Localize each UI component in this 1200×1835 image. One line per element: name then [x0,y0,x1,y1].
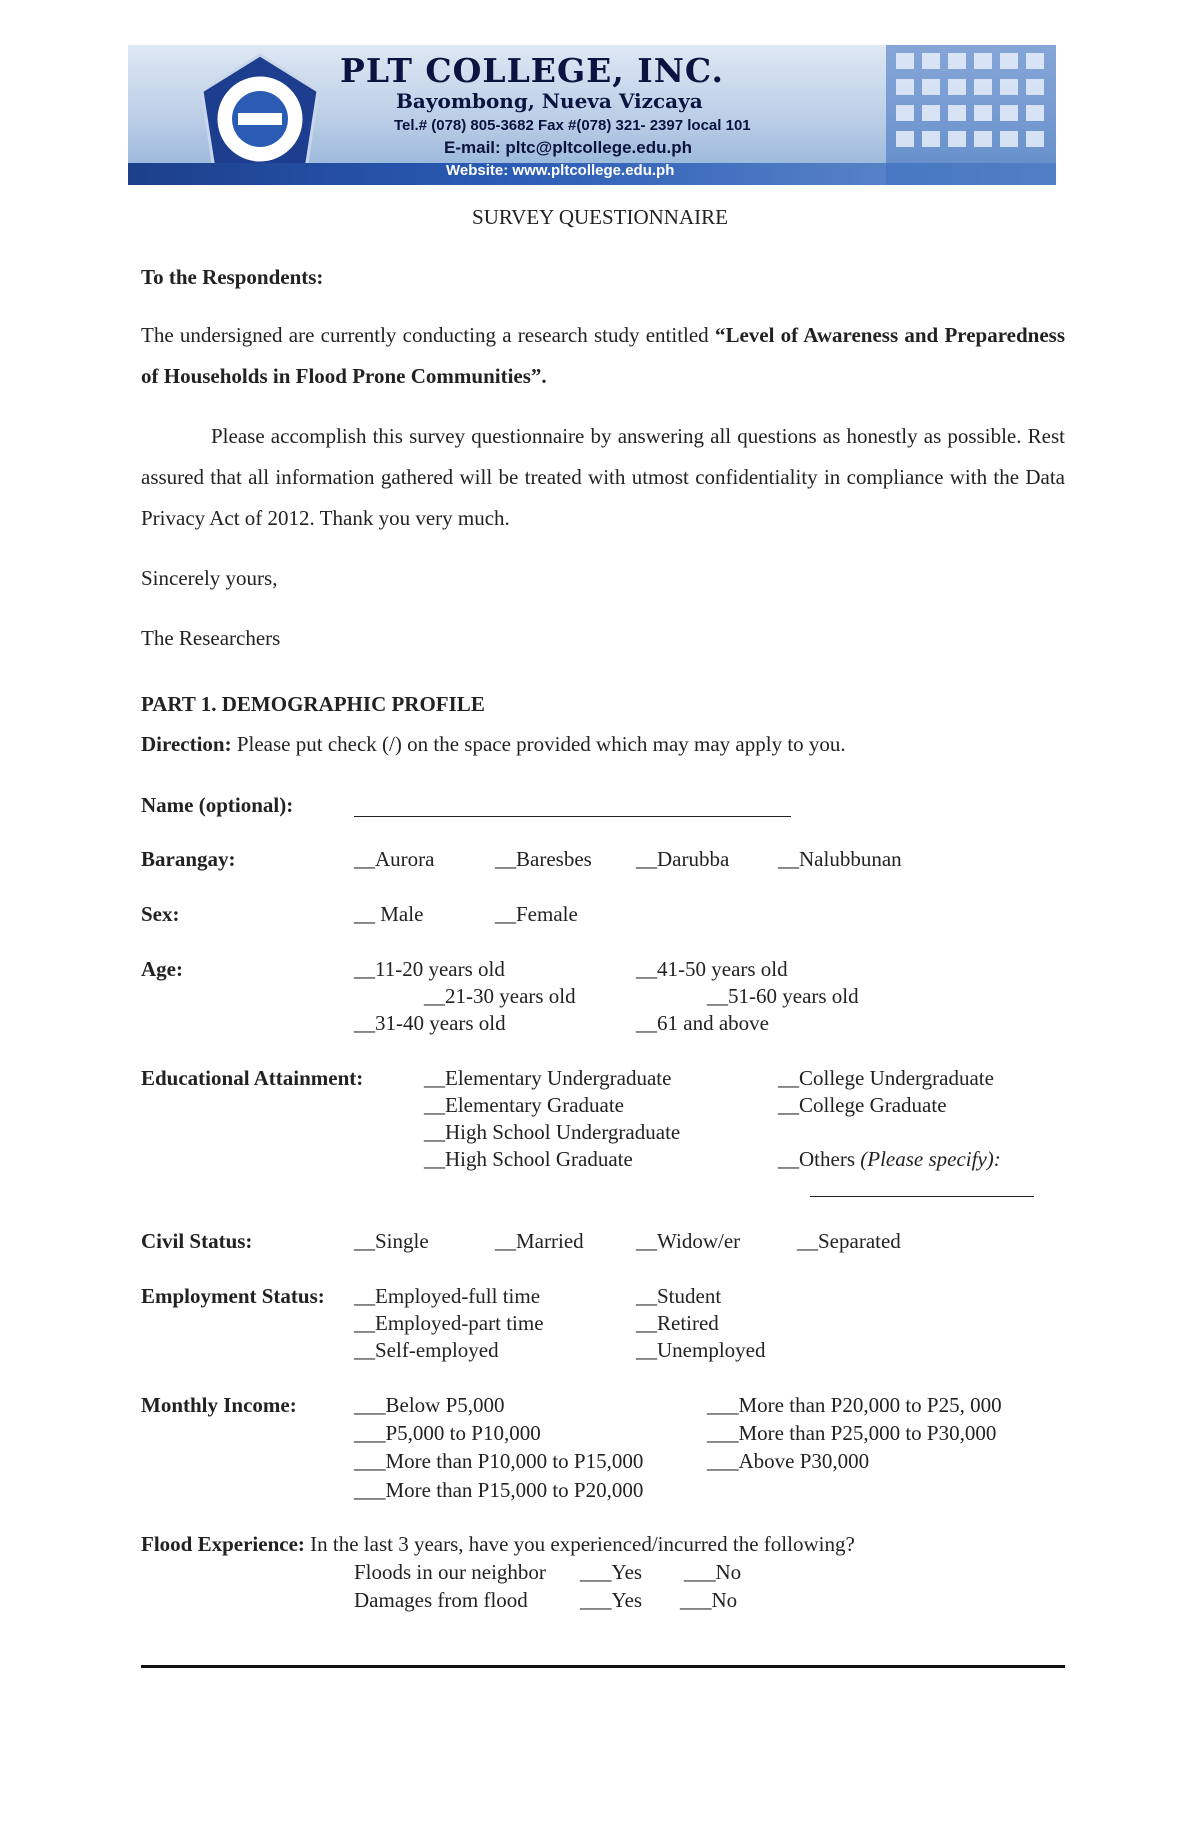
civil-option-widower[interactable]: __Widow/er [636,1229,741,1253]
intro-paragraph [141,315,1065,397]
survey-title: SURVEY QUESTIONNAIRE [472,205,728,229]
age-option-21-30[interactable]: __21-30 years old [424,984,576,1008]
intro-lead: The undersigned are currently conducting a research study entitled [141,323,715,347]
college-location: Bayombong, Nueva Vizcaya [396,89,703,113]
college-banner [128,45,1056,185]
college-name: PLT COLLEGE, INC. [340,51,725,90]
direction [141,732,846,757]
others-specify-field[interactable] [810,1196,1034,1197]
education-option-elem-undergrad[interactable]: __Elementary Undergraduate [424,1066,672,1090]
bottom-divider [141,1665,1065,1668]
income-option-above-30000[interactable]: ___Above P30,000 [707,1449,870,1473]
instructions-paragraph: Please accomplish this survey questionnaire by answering all questions as honestly as possible. Rest assured that all information gathered will be treated with utmost confidentiality in compliance with the Data Privacy Act of 2012. Thank you very much. [141,424,1065,530]
civil-option-single[interactable]: __Single [354,1229,429,1253]
flood-label: Flood Experience: [141,1532,305,1556]
college-email: E-mail: pltc@pltcollege.edu.ph [444,138,692,157]
salutation: To the Respondents: [141,265,324,289]
part1-heading: PART 1. DEMOGRAPHIC PROFILE [141,692,485,716]
civil-option-separated[interactable]: __Separated [797,1229,901,1253]
sex-label: Sex: [141,902,180,926]
flood-damages-no[interactable]: ___No [680,1588,738,1612]
employment-label: Employment Status: [141,1284,325,1308]
education-option-elem-grad[interactable]: __Elementary Graduate [424,1093,624,1117]
sex-option-female[interactable]: __Female [495,902,578,926]
education-option-others[interactable] [778,1147,1001,1172]
direction-text: Please put check (/) on the space provided which may may apply to you. [231,732,846,756]
education-label: Educational Attainment: [141,1066,364,1090]
signatory: The Researchers [141,626,281,650]
employment-option-student[interactable]: __Student [636,1284,722,1308]
direction-label: Direction: [141,732,232,756]
barangay-option-baresbes[interactable]: __Baresbes [495,847,592,871]
income-option-25000-30000[interactable]: ___More than P25,000 to P30,000 [707,1421,997,1445]
education-option-hs-grad[interactable]: __High School Graduate [424,1147,633,1171]
building-icon [866,45,1056,185]
others-prefix: __Others [778,1147,861,1171]
income-option-below-5000[interactable]: ___Below P5,000 [354,1393,505,1417]
flood-item-neighbor-label: Floods in our neighbor [354,1560,546,1584]
flood-damages-yes[interactable]: ___Yes [580,1588,643,1612]
age-option-11-20[interactable]: __11-20 years old [354,957,505,981]
flood-neighbor-no[interactable]: ___No [684,1560,742,1584]
name-label: Name (optional): [141,793,294,817]
age-option-51-60[interactable]: __51-60 years old [707,984,859,1008]
income-label: Monthly Income: [141,1393,297,1417]
name-field[interactable] [354,816,791,817]
flood-neighbor-yes[interactable]: ___Yes [580,1560,643,1584]
sex-option-male[interactable]: __ Male [354,902,424,926]
civil-status-label: Civil Status: [141,1229,253,1253]
employment-option-retired[interactable]: __Retired [636,1311,719,1335]
employment-option-part-time[interactable]: __Employed-part time [354,1311,544,1335]
income-option-10000-15000[interactable]: ___More than P10,000 to P15,000 [354,1449,644,1473]
education-option-hs-undergrad[interactable]: __High School Undergraduate [424,1120,681,1144]
flood-question: In the last 3 years, have you experienced/incurred the following? [304,1532,855,1556]
education-option-college-undergrad[interactable]: __College Undergraduate [778,1066,994,1090]
barangay-label: Barangay: [141,847,236,871]
income-option-15000-20000[interactable]: ___More than P15,000 to P20,000 [354,1478,644,1502]
closing: Sincerely yours, [141,566,278,590]
barangay-option-darubba[interactable]: __Darubba [636,847,730,871]
others-specify: (Please specify): [860,1147,1001,1171]
employment-option-self-employed[interactable]: __Self-employed [354,1338,499,1362]
income-option-20000-25000[interactable]: ___More than P20,000 to P25, 000 [707,1393,1002,1417]
barangay-option-aurora[interactable]: __Aurora [354,847,435,871]
employment-option-full-time[interactable]: __Employed-full time [354,1284,541,1308]
civil-option-married[interactable]: __Married [495,1229,584,1253]
income-option-5000-10000[interactable]: ___P5,000 to P10,000 [354,1421,541,1445]
college-website: Website: www.pltcollege.edu.ph [446,162,675,179]
college-telephone: Tel.# (078) 805-3682 Fax #(078) 321- 2397 local 101 [394,117,751,134]
flood-experience [141,1532,855,1557]
age-option-41-50[interactable]: __41-50 years old [636,957,788,981]
barangay-option-nalubbunan[interactable]: __Nalubbunan [778,847,902,871]
age-option-61-above[interactable]: __61 and above [636,1011,769,1035]
education-option-college-grad[interactable]: __College Graduate [778,1093,947,1117]
study-title: “Level of Awareness and Preparedness of Households in Flood Prone Communities”. [141,323,1065,388]
age-label: Age: [141,957,183,981]
flood-item-damages-label: Damages from flood [354,1588,528,1612]
age-option-31-40[interactable]: __31-40 years old [354,1011,506,1035]
employment-option-unemployed[interactable]: __Unemployed [636,1338,766,1362]
